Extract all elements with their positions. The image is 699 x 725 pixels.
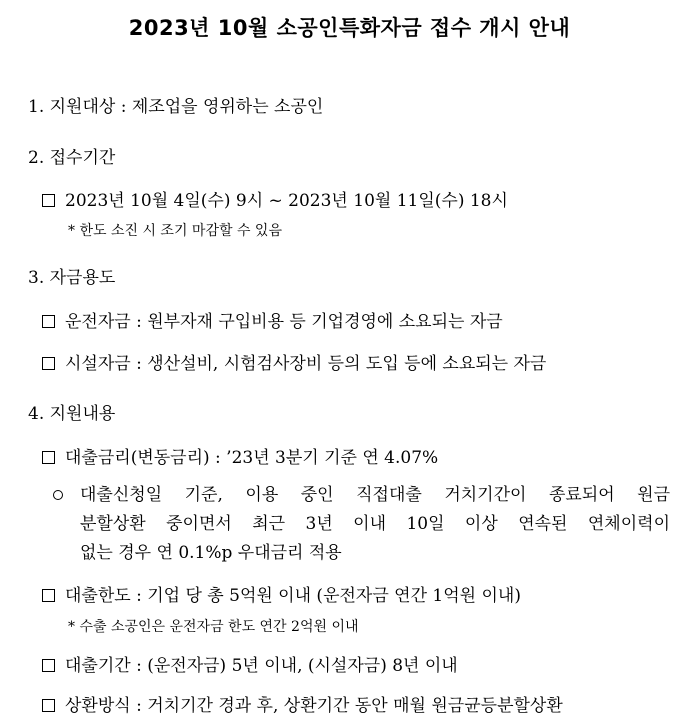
checkbox-icon: [42, 451, 55, 464]
list-item-repayment: [42, 694, 563, 718]
checkbox-icon: [42, 357, 55, 370]
list-item-facility-capital: [42, 352, 546, 376]
facility-capital-text: 시설자금 : 생산설비, 시험검사장비 등의 도입 등에 소요되는 자금: [65, 354, 547, 374]
loan-limit-note: * 수출 소공인은 운전자금 한도 연간 2억원 이내: [68, 619, 359, 635]
list-item-interest-rate: [42, 446, 438, 470]
section-heading-usage: 3. 자금용도: [28, 268, 116, 288]
interest-rate-text: 대출금리(변동금리) : ’23년 3분기 기준 연 4.07%: [65, 448, 439, 468]
checkbox-icon: [42, 589, 55, 602]
period-note: * 한도 소진 시 조기 마감할 수 있음: [68, 223, 282, 239]
checkbox-icon: [42, 699, 55, 712]
checkbox-icon: [42, 194, 55, 207]
list-item-loan-period: [42, 654, 458, 678]
rate-condition-line-3: 없는 경우 연 0.1%p 우대금리 적용: [80, 543, 342, 563]
loan-period-text: 대출기간 : (운전자금) 5년 이내, (시설자금) 8년 이내: [65, 656, 458, 676]
rate-condition-line-1: 대출신청일 기준, 이용 중인 직접대출 거치기간이 종료되어 원금: [80, 485, 670, 505]
section-heading-support: 4. 지원내용: [28, 404, 116, 424]
period-text: 2023년 10월 4일(수) 9시 ~ 2023년 10월 11일(수) 18시: [65, 191, 508, 211]
checkbox-icon: [42, 659, 55, 672]
page-title: 2023년 10월 소공인특화자금 접수 개시 안내: [128, 16, 571, 40]
loan-limit-text: 대출한도 : 기업 당 총 5억원 이내 (운전자금 연간 1억원 이내): [65, 586, 521, 606]
checkbox-icon: [42, 315, 55, 328]
section-heading-period: 2. 접수기간: [28, 148, 116, 168]
list-item-period: [42, 189, 508, 213]
section-heading-target: 1. 지원대상 : 제조업을 영위하는 소공인: [28, 97, 324, 117]
working-capital-text: 운전자금 : 원부자재 구입비용 등 기업경영에 소요되는 자금: [65, 312, 503, 332]
list-item-working-capital: [42, 310, 503, 334]
bullet-circle-icon: [53, 484, 79, 508]
repayment-text: 상환방식 : 거치기간 경과 후, 상환기간 동안 매월 원금균등분할상환: [65, 696, 563, 716]
list-item-loan-limit: [42, 584, 521, 608]
rate-condition-line-2: 분할상환 중이면서 최근 3년 이내 10일 이상 연속된 연체이력이: [80, 514, 670, 534]
